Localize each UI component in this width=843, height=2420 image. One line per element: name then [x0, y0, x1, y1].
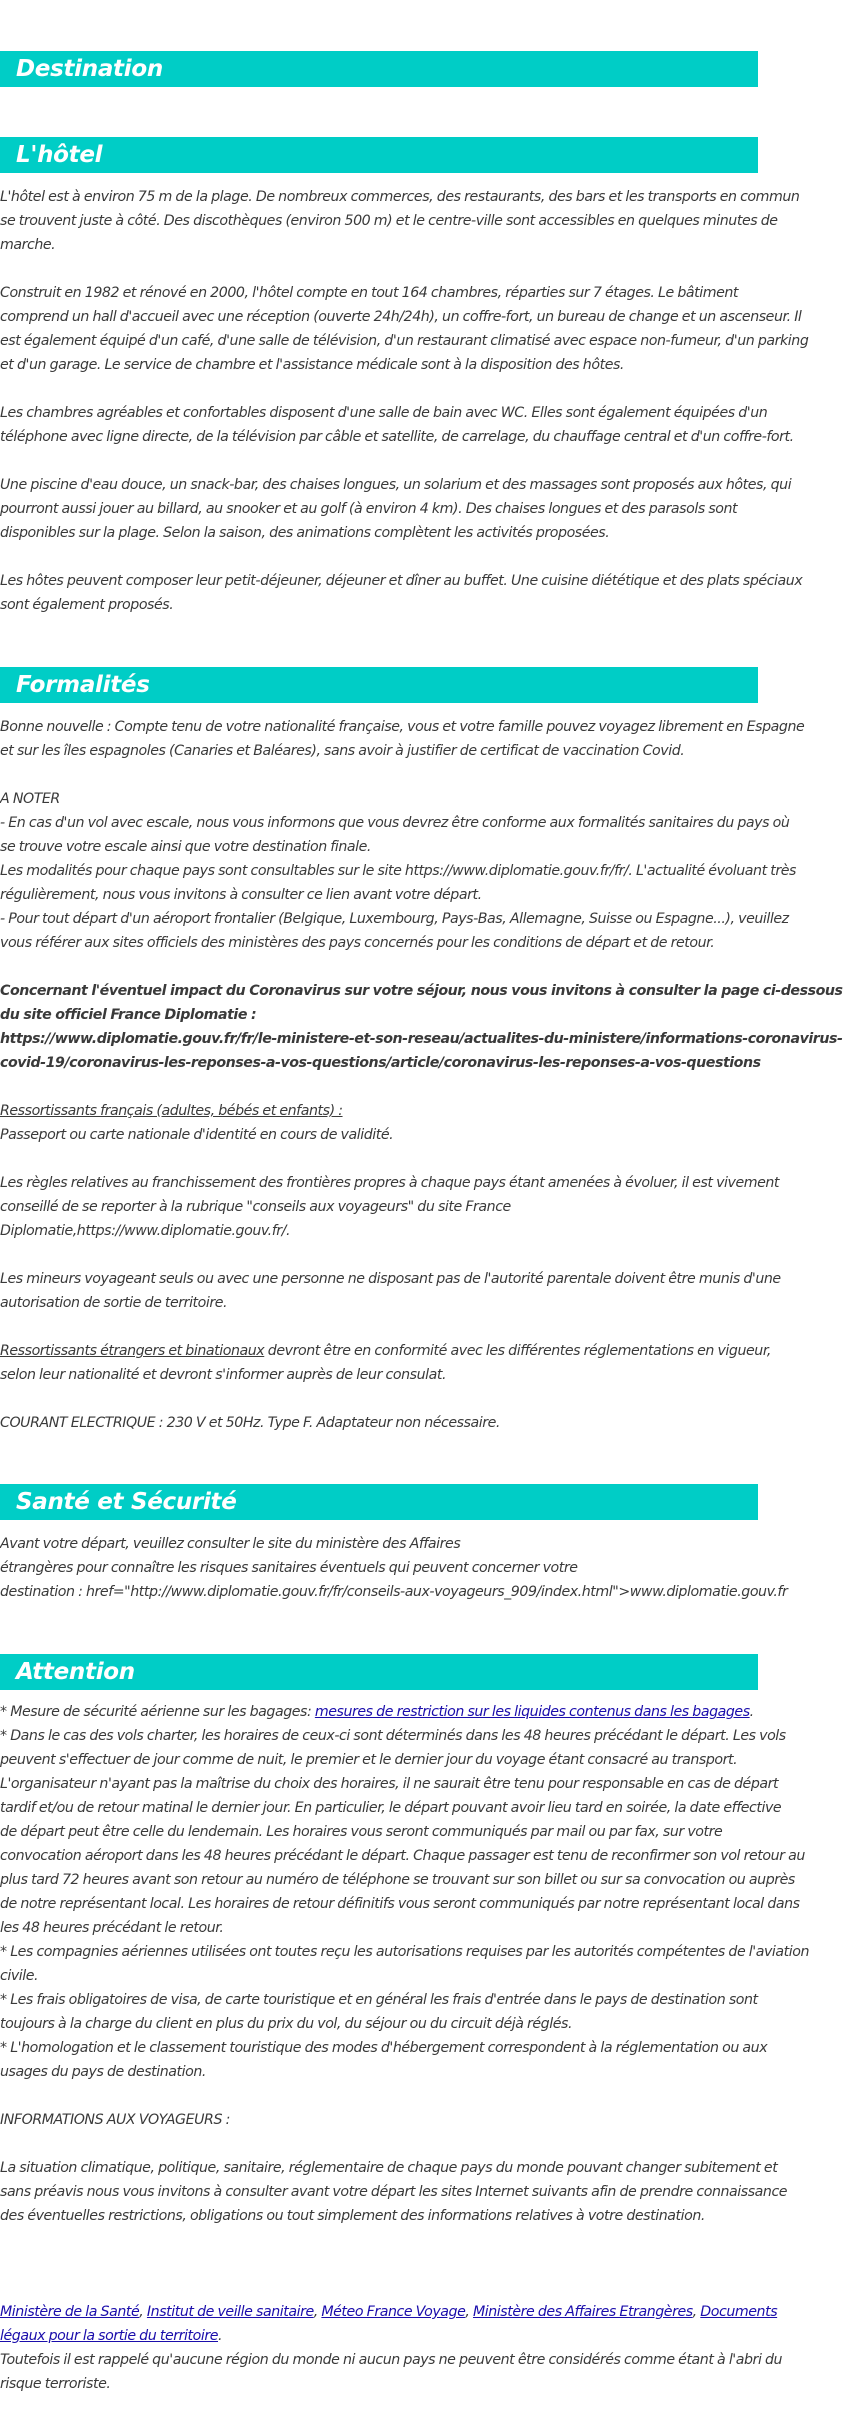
formalites-line: - En cas d'un vol avec escale, nous vous informons que vous devrez être conforme aux formalités sanitaires du pays où: [0, 815, 790, 831]
sante-line: Avant votre départ, veuillez consulter le site du ministère des Affaires: [0, 1536, 461, 1552]
formalites-line: vous référer aux sites officiels des ministères des pays concernés pour les conditions de départ et de retour.: [0, 935, 715, 951]
liquids-restriction-link[interactable]: mesures de restriction sur les liquides contenus dans les bagages: [314, 1704, 750, 1720]
sante-content: [0, 1532, 788, 1604]
attention-line: toujours à la charge du client en plus du prix du vol, du séjour ou du circuit déjà réglés.: [0, 2016, 573, 2032]
informations-heading: La situation climatique, politique, sanitaire, réglementaire de chaque pays du monde pouvant changer subitement et: [0, 2160, 778, 2176]
documents-legaux-link[interactable]: Documents: [700, 2304, 778, 2320]
attention-line: * Les compagnies aériennes utilisées ont toutes reçu les autorisations requises par les autorités compétentes de l'aviation: [0, 1944, 810, 1960]
attention-title: Attention: [16, 1659, 135, 1685]
attention-line: plus tard 72 heures avant son retour au numéro de téléphone se trouvant sur son billet ou sur sa convocation ou auprès: [0, 1872, 795, 1888]
hotel-description: [0, 185, 809, 617]
coronavirus-notice: du site officiel France Diplomatie :: [0, 1007, 257, 1023]
attention-line: sans préavis nous vous invitons à consulter avant votre départ les sites Internet suivants afin de prendre connaissance: [0, 2184, 788, 2200]
attention-line: [0, 1700, 758, 1724]
period: .: [749, 1704, 754, 1720]
hotel-line: [0, 257, 758, 281]
formalites-line: autorisation de sortie de territoire.: [0, 1295, 228, 1311]
sante-line: destination : href="http://www.diplomatie.gouv.fr/fr/conseils-aux-voyageurs_909/index.html">www.diplomatie.gouv.fr: [0, 1584, 788, 1600]
link-separator: ,: [692, 2304, 701, 2320]
formalites-line: Les règles relatives au franchissement des frontières propres à chaque pays étant amenées à évoluer, il est vivement: [0, 1175, 780, 1191]
hotel-line: [0, 545, 758, 569]
hotel-line: se trouvent juste à côté. Des discothèques (environ 500 m) et le centre-ville sont accessibles en quelques minutes de: [0, 213, 778, 229]
attention-line: L'organisateur n'ayant pas la maîtrise du choix des horaires, il ne saurait être tenu pour responsable en cas de départ: [0, 1776, 779, 1792]
formalites-line: Diplomatie,https://www.diplomatie.gouv.fr/.: [0, 1223, 291, 1239]
foreign-nationals-heading: Ressortissants étrangers et binationaux: [0, 1343, 265, 1359]
hotel-header: [0, 137, 758, 173]
formalites-line: A NOTER: [0, 791, 60, 807]
hotel-line: Les chambres agréables et confortables disposent d'une salle de bain avec WC. Elles sont également équipées d'un: [0, 405, 768, 421]
attention-line: de notre représentant local. Les horaires de retour définitifs vous seront communiqués par notre représentant local dans: [0, 1896, 800, 1912]
electric-current: COURANT ELECTRIQUE : 230 V et 50Hz. Type F. Adaptateur non nécessaire.: [0, 1415, 500, 1431]
attention-content: [0, 1700, 810, 2420]
baggage-security-text: * Mesure de sécurité aérienne sur les bagages:: [0, 1704, 315, 1720]
attention-line: convocation aéroport dans les 48 heures précédant le départ. Chaque passager est tenu de reconfirmer son vol retour au: [0, 1848, 805, 1864]
attention-line: les 48 heures précédant le retour.: [0, 1920, 224, 1936]
documents-legaux-link[interactable]: légaux pour la sortie du territoire: [0, 2328, 218, 2344]
hotel-line: disponibles sur la plage. Selon la saison, des animations complètent les activités proposées.: [0, 525, 610, 541]
attention-header: [0, 1654, 758, 1690]
sante-title: Santé et Sécurité: [16, 1489, 237, 1515]
attention-line: [0, 2276, 758, 2300]
hotel-line: Construit en 1982 et rénové en 2000, l'hôtel compte en tout 164 chambres, réparties sur 7 étages. Le bâtiment: [0, 285, 739, 301]
terrorism-notice: [0, 2396, 758, 2420]
attention-line: [0, 2084, 758, 2108]
destination-title: Destination: [16, 56, 163, 82]
hotel-line: Une piscine d'eau douce, un snack-bar, des chaises longues, un solarium et des massages sont proposés aux hôtes, qui: [0, 477, 792, 493]
hotel-line: Les hôtes peuvent composer leur petit-déjeuner, déjeuner et dîner au buffet. Une cuisine diététique et des plats spéciaux: [0, 573, 803, 589]
attention-line: * Les frais obligatoires de visa, de carte touristique et en général les frais d'entrée dans le pays de destination sont: [0, 1992, 758, 2008]
hotel-line: sont également proposés.: [0, 597, 174, 613]
formalites-content: [0, 715, 843, 1435]
formalites-line: conseillé de se reporter à la rubrique "conseils aux voyageurs" du site France: [0, 1199, 511, 1215]
formalites-line: [0, 1315, 758, 1339]
coronavirus-notice: Concernant l'éventuel impact du Coronavirus sur votre séjour, nous vous invitons à consulter la page ci-dessous: [0, 983, 843, 999]
french-nationals-heading: Ressortissants français (adultes, bébés et enfants) :: [0, 1103, 343, 1119]
attention-line: [0, 2132, 758, 2156]
hotel-title: L'hôtel: [16, 142, 103, 168]
meteo-france-link[interactable]: Méteo France Voyage: [321, 2304, 466, 2320]
attention-line: [0, 2228, 758, 2252]
formalites-line: [0, 955, 758, 979]
link-separator: ,: [139, 2304, 147, 2320]
hotel-line: [0, 449, 758, 473]
foreign-nationals-line: [0, 1339, 771, 1363]
hotel-line: marche.: [0, 237, 56, 253]
attention-line: tardif et/ou de retour matinal le dernier jour. En particulier, le départ pouvant avoir lieu tard en soirée, la date effective: [0, 1800, 782, 1816]
attention-line: * L'homologation et le classement touristique des modes d'hébergement correspondent à la réglementation ou aux: [0, 2040, 768, 2056]
ministere-sante-link[interactable]: Ministère de la Santé: [0, 2304, 140, 2320]
destination-header: [0, 51, 758, 87]
sante-line: étrangères pour connaître les risques sanitaires éventuels qui peuvent concerner votre: [0, 1560, 578, 1576]
formalites-line: Les mineurs voyageant seuls ou avec une personne ne disposant pas de l'autorité parentale doivent être munis d'une: [0, 1271, 781, 1287]
coronavirus-url: https://www.diplomatie.gouv.fr/fr/le-ministere-et-son-reseau/actualites-du-ministere/informations-coronavirus-: [0, 1031, 843, 1047]
foreign-nationals-text: devront être en conformité avec les différentes réglementations en vigueur,: [264, 1343, 771, 1359]
coronavirus-url: covid-19/coronavirus-les-reponses-a-vos-questions/article/coronavirus-les-reponses-a-vos-questions: [0, 1055, 761, 1071]
attention-line: INFORMATIONS AUX VOYAGEURS :: [0, 2112, 230, 2128]
terrorism-notice: risque terroriste.: [0, 2376, 111, 2392]
formalites-line: [0, 1147, 758, 1171]
attention-line: de départ peut être celle du lendemain. Les horaires vous seront communiqués par mail ou par fax, sur votre: [0, 1824, 723, 1840]
hotel-line: est également équipé d'un café, d'une salle de télévision, d'un restaurant climatisé avec espace non-fumeur, d'un parking: [0, 333, 809, 349]
attention-line: * Dans le cas des vols charter, les horaires de ceux-ci sont déterminés dans les 48 heures précédant le départ. Les vols: [0, 1728, 786, 1744]
hotel-line: pourront aussi jouer au billard, au snooker et au golf (à environ 4 km). Des chaises longues et des parasols sont: [0, 501, 738, 517]
formalites-line: [0, 1243, 758, 1267]
attention-line: peuvent s'effectuer de jour comme de nuit, le premier et le dernier jour du voyage étant consacré au transport.: [0, 1752, 738, 1768]
formalites-line: - Pour tout départ d'un aéroport frontalier (Belgique, Luxembourg, Pays-Bas, Allemagne, Suisse ou Espagne...), veuillez: [0, 911, 789, 927]
formalites-line: régulièrement, nous vous invitons à consulter ce lien avant votre départ.: [0, 887, 482, 903]
formalites-line: Bonne nouvelle : Compte tenu de votre nationalité française, vous et votre famille pouvez voyagez librement en Espagne: [0, 719, 805, 735]
formalites-line: [0, 1075, 758, 1099]
official-links-row: [0, 2324, 758, 2348]
official-links-row: [0, 2300, 778, 2324]
hotel-line: [0, 377, 758, 401]
period: .: [218, 2328, 223, 2344]
attention-line: Toutefois il est rappelé qu'aucune région du monde ni aucun pays ne peuvent être considérés comme étant à l'abri du: [0, 2352, 783, 2368]
formalites-line: Les modalités pour chaque pays sont consultables sur le site https://www.diplomatie.gouv.fr/fr/. L'actualité évoluant très: [0, 863, 796, 879]
attention-line: civile.: [0, 1968, 39, 1984]
sante-header: [0, 1484, 758, 1520]
affaires-etrangeres-link[interactable]: Ministère des Affaires Etrangères: [472, 2304, 693, 2320]
formalites-line: se trouve votre escale ainsi que votre destination finale.: [0, 839, 371, 855]
link-separator: ,: [465, 2304, 473, 2320]
hotel-line: L'hôtel est à environ 75 m de la plage. De nombreux commerces, des restaurants, des bars et les transports en commun: [0, 189, 800, 205]
formalites-line: selon leur nationalité et devront s'informer auprès de leur consulat.: [0, 1367, 447, 1383]
hotel-line: et d'un garage. Le service de chambre et l'assistance médicale sont à la disposition des hôtes.: [0, 357, 624, 373]
veille-sanitaire-link[interactable]: Institut de veille sanitaire: [146, 2304, 314, 2320]
formalites-line: et sur les îles espagnoles (Canaries et Baléares), sans avoir à justifier de certificat de vaccination Covid.: [0, 743, 685, 759]
attention-line: usages du pays de destination.: [0, 2064, 206, 2080]
formalites-line: [0, 763, 758, 787]
formalites-header: [0, 667, 758, 703]
formalites-line: [0, 1387, 758, 1411]
formalites-line: Passeport ou carte nationale d'identité en cours de validité.: [0, 1127, 394, 1143]
attention-line: des éventuelles restrictions, obligations ou tout simplement des informations relatives à votre destination.: [0, 2208, 705, 2224]
hotel-line: téléphone avec ligne directe, de la télévision par câble et satellite, de carrelage, du chauffage central et d'un coffre-fort.: [0, 429, 794, 445]
hotel-line: comprend un hall d'accueil avec une réception (ouverte 24h/24h), un coffre-fort, un bureau de change et un ascenseur. Il: [0, 309, 802, 325]
attention-line: [0, 2252, 758, 2276]
link-separator: ,: [313, 2304, 322, 2320]
formalites-title: Formalités: [16, 672, 150, 698]
